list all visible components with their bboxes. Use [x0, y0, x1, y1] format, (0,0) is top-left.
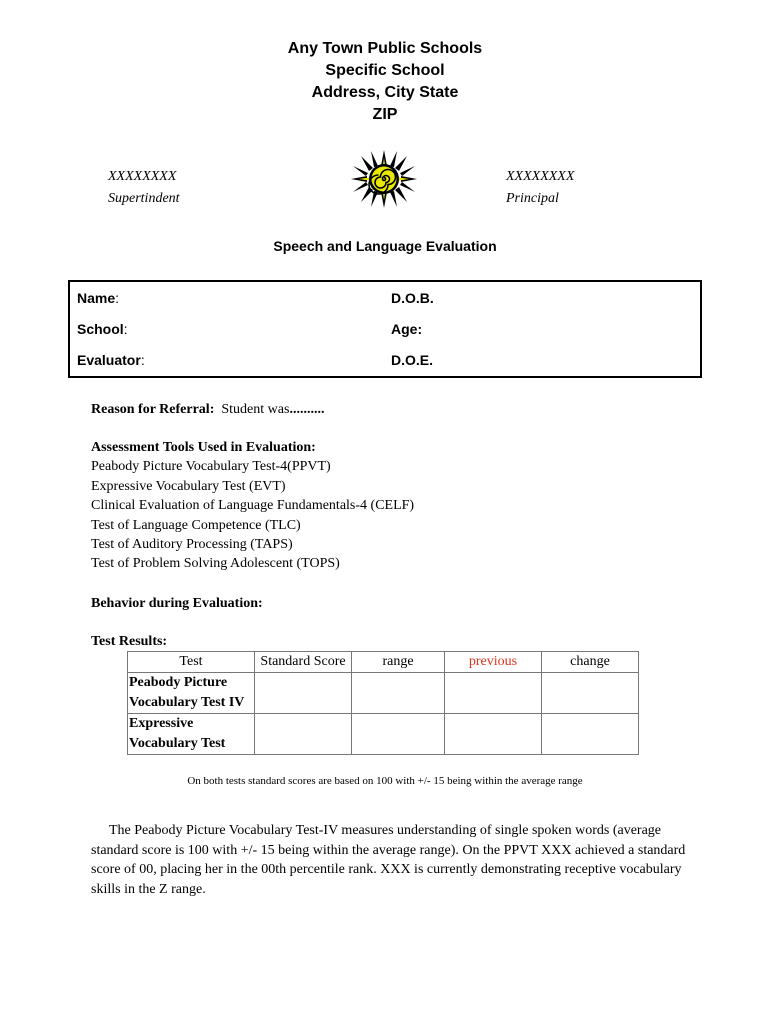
list-item: Test of Auditory Processing (TAPS) — [91, 537, 293, 553]
range-cell[interactable] — [352, 673, 445, 714]
col-header-range: range — [352, 652, 445, 673]
evaluator-colon: : — [140, 352, 145, 368]
col-header-previous: previous — [445, 652, 542, 673]
doe-label: D.O.E. — [391, 352, 434, 368]
sun-spiral-icon — [349, 148, 419, 210]
results-section — [91, 632, 167, 651]
standard-score-cell[interactable] — [255, 673, 352, 714]
list-item: Test of Language Competence (TLC) — [91, 517, 301, 533]
school-colon: : — [123, 321, 128, 337]
name-label: Name — [77, 290, 116, 306]
row-test-name-line2: Vocabulary Test — [129, 736, 226, 751]
results-heading: Test Results: — [91, 634, 168, 649]
change-cell[interactable] — [542, 673, 639, 714]
col-header-test: Test — [128, 652, 255, 673]
score-note: On both tests standard scores are based on 100 with +/- 15 being within the average range — [187, 775, 583, 787]
list-item: Peabody Picture Vocabulary Test-4(PPVT) — [91, 459, 331, 475]
dob-field — [391, 290, 434, 306]
evaluator-field — [77, 352, 145, 368]
previous-cell[interactable] — [445, 673, 542, 714]
row-test-name-line1: Expressive — [129, 716, 194, 731]
evaluation-title: Speech and Language Evaluation — [273, 238, 497, 254]
referral-label: Reason for Referral: — [91, 402, 215, 417]
evaluator-label: Evaluator — [77, 352, 141, 368]
behavior-heading: Behavior during Evaluation: — [91, 596, 263, 611]
row-test-name-line1: Peabody Picture — [129, 675, 228, 690]
list-item: Test of Problem Solving Adolescent (TOPS) — [91, 556, 340, 572]
list-item: Expressive Vocabulary Test (EVT) — [91, 478, 286, 494]
row-test-name — [128, 673, 255, 714]
school-label: School — [77, 321, 124, 337]
principal-block — [506, 166, 574, 210]
dob-label: D.O.B. — [391, 290, 434, 306]
school-field — [77, 321, 128, 337]
age-label: Age: — [391, 321, 423, 337]
behavior-section — [91, 594, 263, 613]
row-test-name-line2: Vocabulary Test IV — [129, 695, 245, 710]
superintendent-block — [108, 166, 180, 210]
referral-line — [91, 400, 324, 419]
school-name: Specific School — [325, 62, 445, 79]
superintendent-title: Supertindent — [108, 191, 180, 206]
assessment-section — [91, 438, 414, 574]
ppvt-paragraph: The Peabody Picture Vocabulary Test-IV measures understanding of single spoken words (average standard score is 100 with +/- 15 being within the average range). On the PPVT XXX achieved a standard score of 00, placing her in the 00th percentile rank. XXX is currently demonstrating receptive vocabulary skills in the Z range. — [91, 823, 686, 897]
table-row — [128, 714, 639, 755]
previous-cell[interactable] — [445, 714, 542, 755]
school-address: Address, City State — [311, 84, 459, 101]
district-name: Any Town Public Schools — [287, 40, 483, 57]
doe-field — [391, 352, 433, 368]
school-zip: ZIP — [372, 106, 398, 123]
referral-dots: .......... — [289, 402, 325, 417]
col-header-standard-score: Standard Score — [255, 652, 352, 673]
change-cell[interactable] — [542, 714, 639, 755]
school-header — [0, 38, 770, 126]
referral-text: Student was — [221, 402, 290, 417]
table-row — [128, 673, 639, 714]
results-table — [127, 651, 639, 755]
list-item: Clinical Evaluation of Language Fundamentals-4 (CELF) — [91, 498, 415, 514]
principal-title: Principal — [506, 191, 559, 206]
range-cell[interactable] — [352, 714, 445, 755]
assessment-heading: Assessment Tools Used in Evaluation: — [91, 440, 316, 455]
standard-score-cell[interactable] — [255, 714, 352, 755]
superintendent-name: XXXXXXXX — [108, 169, 177, 184]
student-info-box — [68, 280, 702, 378]
principal-name: XXXXXXXX — [506, 169, 575, 184]
table-header-row — [128, 652, 639, 673]
row-test-name — [128, 714, 255, 755]
name-colon: : — [115, 290, 120, 306]
col-header-change: change — [542, 652, 639, 673]
name-field — [77, 290, 119, 306]
age-field — [391, 321, 422, 337]
